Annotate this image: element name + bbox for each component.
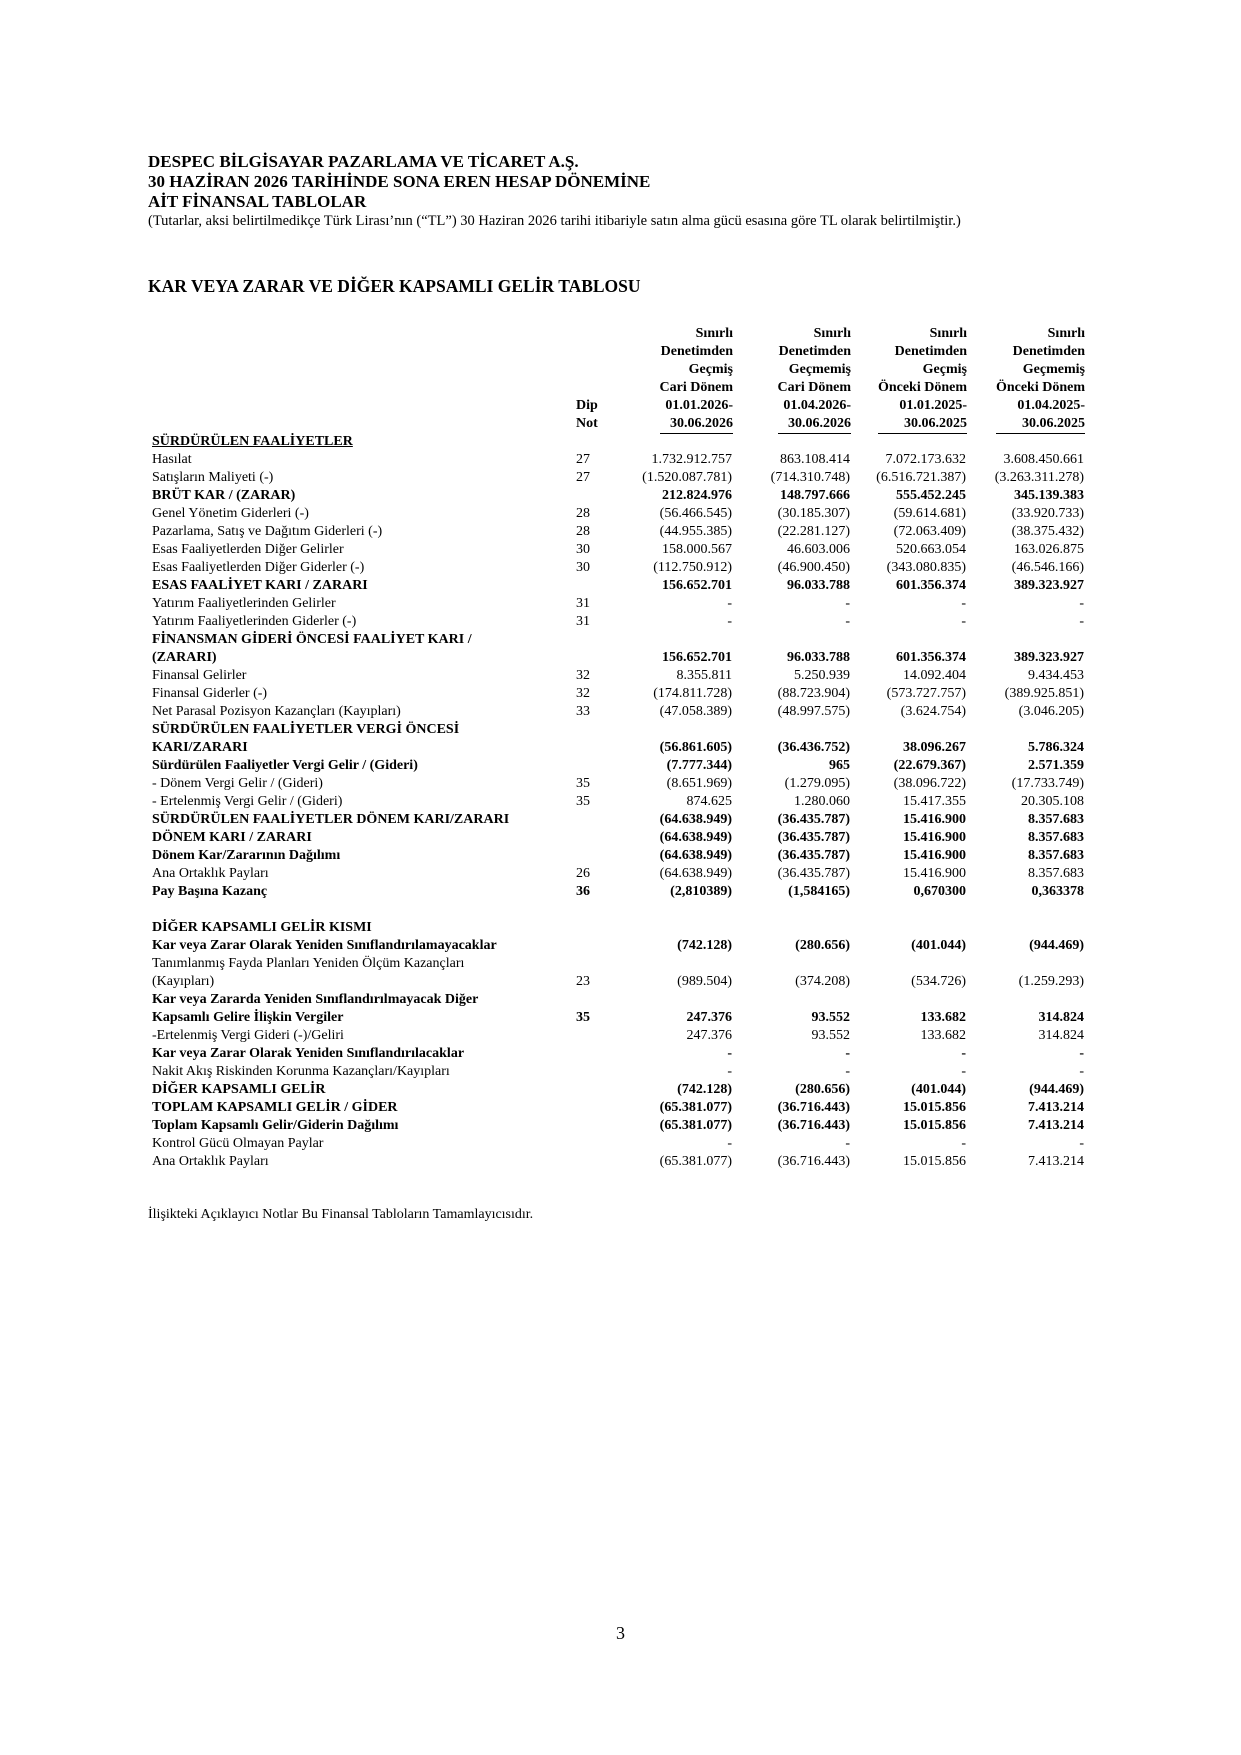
row-label: FİNANSMAN GİDERİ ÖNCESİ FAALİYET KARI / (152, 632, 472, 647)
row-value-col1: 1.732.912.757 (651, 452, 732, 467)
row-label: SÜRDÜRÜLEN FAALİYETLER DÖNEM KARI/ZARARI (152, 812, 510, 827)
row-label: Kar veya Zarar Olarak Yeniden Sınıflandırılamayacaklar (152, 938, 497, 953)
row-label: ESAS FAALİYET KARI / ZARARI (152, 578, 368, 593)
row-label: SÜRDÜRÜLEN FAALİYETLER VERGİ ÖNCESİ (152, 722, 460, 737)
row-note: 32 (576, 668, 590, 683)
row-value-col3: 133.682 (920, 1010, 966, 1025)
row-value-col4: (46.546.166) (1011, 560, 1084, 575)
col1-line: 01.01.2026- (665, 398, 733, 413)
row-value-col1: - (727, 1064, 732, 1079)
document-header (148, 152, 1128, 230)
row-value-col4: 389.323.927 (1014, 578, 1084, 593)
row-value-col4: 8.357.683 (1028, 866, 1084, 881)
row-label: (ZARARI) (152, 650, 217, 665)
row-value-col1: 156.652.701 (662, 650, 732, 665)
row-value-col3: 7.072.173.632 (885, 452, 966, 467)
row-label: Satışların Maliyeti (-) (152, 470, 274, 485)
col1-line: Denetimden (660, 344, 733, 359)
col4-line: Önceki Dönem (995, 380, 1085, 395)
col3-line: Geçmiş (922, 362, 967, 377)
row-value-col3: - (961, 596, 966, 611)
row-label: Genel Yönetim Giderleri (-) (152, 506, 309, 521)
row-value-col1: (44.955.385) (659, 524, 732, 539)
row-value-col4: (944.469) (1029, 938, 1084, 953)
row-value-col4: 314.824 (1038, 1028, 1084, 1043)
row-value-col3: (3.624.754) (900, 704, 966, 719)
row-value-col3: 0,670300 (913, 884, 966, 899)
row-value-col2: (46.900.450) (777, 560, 850, 575)
row-value-col4: - (1079, 614, 1084, 629)
row-label: Sürdürülen Faaliyetler Vergi Gelir / (Gideri) (152, 758, 418, 773)
row-value-col2: (374.208) (795, 974, 850, 989)
footnote: İlişikteki Açıklayıcı Notlar Bu Finansal Tabloların Tamamlayıcısıdır. (148, 1207, 534, 1222)
row-value-col1: (112.750.912) (653, 560, 732, 575)
row-value-col1: (65.381.077) (659, 1118, 732, 1133)
row-value-col2: (280.656) (795, 938, 850, 953)
row-value-col4: 9.434.453 (1028, 668, 1084, 683)
row-value-col3: - (961, 1046, 966, 1061)
row-value-col4: 2.571.359 (1028, 758, 1084, 773)
row-value-col2: 148.797.666 (780, 488, 850, 503)
col2-line: Cari Dönem (777, 380, 851, 395)
row-label: Tanımlanmış Fayda Planları Yeniden Ölçüm Kazançları (152, 956, 465, 971)
row-note: 35 (576, 1010, 590, 1025)
row-value-col2: (36.436.752) (777, 740, 850, 755)
row-value-col1: (7.777.344) (666, 758, 732, 773)
row-value-col2: - (845, 1136, 850, 1151)
row-value-col2: - (845, 1064, 850, 1079)
row-value-col4: 163.026.875 (1014, 542, 1084, 557)
row-value-col1: - (727, 596, 732, 611)
section-title: KAR VEYA ZARAR VE DİĞER KAPSAMLI GELİR TABLOSU (148, 276, 641, 296)
row-value-col4: 8.357.683 (1028, 848, 1084, 863)
row-note: 23 (576, 974, 590, 989)
col4-line: Sınırlı (1047, 326, 1085, 341)
row-value-col2: (714.310.748) (770, 470, 850, 485)
currency-note: (Tutarlar, aksi belirtilmedikçe Türk Lirası’nın (“TL”) 30 Haziran 2026 tarihi itibariyle satın alma gücü esasına göre TL olarak belirtilmiştir.) (148, 213, 961, 229)
row-value-col1: (174.811.728) (653, 686, 732, 701)
row-value-col1: (56.466.545) (659, 506, 732, 521)
row-label: DİĞER KAPSAMLI GELİR KISMI (152, 920, 372, 935)
page-number: 3 (616, 1623, 625, 1643)
row-label: Ana Ortaklık Payları (152, 1154, 269, 1169)
row-value-col2: 965 (829, 758, 850, 773)
row-label: Kapsamlı Gelire İlişkin Vergiler (152, 1010, 344, 1025)
col4-line: 01.04.2025- (1017, 398, 1085, 413)
row-value-col4: 345.139.383 (1014, 488, 1084, 503)
row-label: Yatırım Faaliyetlerinden Giderler (-) (152, 614, 357, 629)
row-value-col3: 14.092.404 (903, 668, 966, 683)
period-line: 30 HAZİRAN 2026 TARİHİNDE SONA EREN HESAP DÖNEMİNE (148, 172, 651, 191)
row-value-col4: 20.305.108 (1021, 794, 1084, 809)
col3-line: Denetimden (894, 344, 967, 359)
row-note: 35 (576, 794, 590, 809)
row-label: Pazarlama, Satış ve Dağıtım Giderleri (-) (152, 524, 383, 539)
row-value-col4: (3.263.311.278) (994, 470, 1084, 485)
col3-line: Önceki Dönem (877, 380, 967, 395)
row-value-col2: (36.435.787) (777, 812, 850, 827)
row-note: 31 (576, 614, 590, 629)
row-value-col2: - (845, 1046, 850, 1061)
row-label: Finansal Gelirler (152, 668, 247, 683)
column-header-3 (878, 325, 967, 434)
row-value-col4: 8.357.683 (1028, 812, 1084, 827)
row-value-col1: (65.381.077) (659, 1154, 732, 1169)
row-value-col2: 96.033.788 (787, 650, 850, 665)
row-label: Hasılat (152, 452, 192, 467)
row-note: 36 (576, 884, 590, 899)
row-value-col2: (36.435.787) (777, 848, 850, 863)
row-label: Net Parasal Pozisyon Kazançları (Kayıpları) (152, 704, 401, 719)
row-value-col2: (1,584165) (788, 884, 850, 899)
col3-line: 01.01.2025- (899, 398, 967, 413)
row-value-col3: (401.044) (911, 938, 966, 953)
row-note: 32 (576, 686, 590, 701)
row-value-col4: 3.608.450.661 (1003, 452, 1084, 467)
row-value-col3: (6.516.721.387) (876, 470, 966, 485)
row-value-col3: (573.727.757) (886, 686, 966, 701)
row-value-col4: (17.733.749) (1011, 776, 1084, 791)
row-value-col4: (38.375.432) (1011, 524, 1084, 539)
row-value-col3: 555.452.245 (896, 488, 966, 503)
row-label: Toplam Kapsamlı Gelir/Giderin Dağılımı (152, 1118, 399, 1133)
row-value-col3: (72.063.409) (893, 524, 966, 539)
col4-line: Geçmemiş (1022, 362, 1085, 377)
row-note: 26 (576, 866, 590, 881)
row-value-col3: (401.044) (911, 1082, 966, 1097)
row-label: - Ertelenmiş Vergi Gelir / (Gideri) (152, 794, 343, 809)
row-value-col4: (3.046.205) (1018, 704, 1084, 719)
row-value-col4: - (1079, 596, 1084, 611)
col1-line: Cari Dönem (659, 380, 733, 395)
col4-line: 30.06.2025 (996, 415, 1085, 434)
row-value-col1: 874.625 (686, 794, 732, 809)
row-value-col2: 863.108.414 (780, 452, 850, 467)
row-value-col2: (36.435.787) (777, 866, 850, 881)
row-value-col1: (64.638.949) (659, 812, 732, 827)
row-value-col1: 156.652.701 (662, 578, 732, 593)
row-value-col4: 389.323.927 (1014, 650, 1084, 665)
row-value-col3: - (961, 614, 966, 629)
col3-line: 30.06.2025 (878, 415, 967, 434)
row-value-col2: 1.280.060 (794, 794, 850, 809)
row-value-col4: (33.920.733) (1011, 506, 1084, 521)
row-value-col4: 8.357.683 (1028, 830, 1084, 845)
row-value-col4: 7.413.214 (1028, 1118, 1084, 1133)
dip-not-header (576, 397, 616, 433)
row-value-col1: 247.376 (686, 1028, 732, 1043)
row-note: 33 (576, 704, 590, 719)
col1-line: Sınırlı (695, 326, 733, 341)
col2-line: Sınırlı (813, 326, 851, 341)
row-value-col4: 314.824 (1038, 1010, 1084, 1025)
row-value-col3: 38.096.267 (903, 740, 966, 755)
row-label: (Kayıpları) (152, 974, 215, 989)
row-label: Esas Faaliyetlerden Diğer Gelirler (152, 542, 344, 557)
row-value-col3: 15.015.856 (903, 1118, 966, 1133)
row-value-col3: 15.416.900 (903, 812, 966, 827)
row-label: KARI/ZARARI (152, 740, 248, 755)
row-label: SÜRDÜRÜLEN FAALİYETLER (152, 434, 353, 449)
row-value-col2: (36.435.787) (777, 830, 850, 845)
row-value-col3: - (961, 1136, 966, 1151)
row-value-col2: - (845, 596, 850, 611)
row-value-col3: 520.663.054 (896, 542, 966, 557)
row-label: Kar veya Zarar Olarak Yeniden Sınıflandırılacaklar (152, 1046, 465, 1061)
row-value-col4: 7.413.214 (1028, 1100, 1084, 1115)
row-label: Kontrol Gücü Olmayan Paylar (152, 1136, 324, 1151)
row-value-col1: - (727, 1046, 732, 1061)
row-value-col2: 93.552 (811, 1010, 850, 1025)
not-label: Not (576, 416, 598, 431)
row-value-col2: (48.997.575) (777, 704, 850, 719)
row-value-col3: (534.726) (911, 974, 966, 989)
row-label: Ana Ortaklık Payları (152, 866, 269, 881)
row-value-col4: (944.469) (1029, 1082, 1084, 1097)
row-label: Nakit Akış Riskinden Korunma Kazançları/Kayıpları (152, 1064, 450, 1079)
row-value-col3: (22.679.367) (893, 758, 966, 773)
col2-line: 30.06.2026 (778, 415, 852, 434)
row-value-col2: (88.723.904) (777, 686, 850, 701)
col2-line: 01.04.2026- (783, 398, 851, 413)
row-note: 27 (576, 452, 590, 467)
row-label: Pay Başına Kazanç (152, 884, 268, 899)
row-value-col4: - (1079, 1046, 1084, 1061)
row-value-col2: (36.716.443) (777, 1100, 850, 1115)
col2-line: Denetimden (778, 344, 851, 359)
row-note: 30 (576, 542, 590, 557)
row-value-col1: 212.824.976 (662, 488, 732, 503)
column-header-4 (996, 325, 1085, 434)
column-header-1 (660, 325, 734, 434)
col1-line: 30.06.2026 (660, 415, 734, 434)
col1-line: Geçmiş (688, 362, 733, 377)
row-value-col1: (64.638.949) (659, 866, 732, 881)
row-note: 30 (576, 560, 590, 575)
row-value-col3: 15.417.355 (903, 794, 966, 809)
row-value-col3: - (961, 1064, 966, 1079)
row-label: Dönem Kar/Zararının Dağılımı (152, 848, 341, 863)
row-value-col4: - (1079, 1136, 1084, 1151)
row-value-col2: (280.656) (795, 1082, 850, 1097)
row-value-col1: (56.861.605) (659, 740, 732, 755)
row-value-col2: 46.603.006 (787, 542, 850, 557)
statements-line: AİT FİNANSAL TABLOLAR (148, 192, 367, 211)
row-value-col1: 247.376 (686, 1010, 732, 1025)
row-value-col3: 133.682 (920, 1028, 966, 1043)
col2-line: Geçmemiş (788, 362, 851, 377)
row-value-col1: (8.651.969) (666, 776, 732, 791)
row-value-col1: (989.504) (677, 974, 732, 989)
row-value-col3: 15.416.900 (903, 830, 966, 845)
row-label: Esas Faaliyetlerden Diğer Giderler (-) (152, 560, 365, 575)
row-value-col1: 158.000.567 (662, 542, 732, 557)
row-value-col4: - (1079, 1064, 1084, 1079)
row-label: DÖNEM KARI / ZARARI (152, 830, 312, 845)
col3-line: Sınırlı (929, 326, 967, 341)
column-header-2 (778, 325, 852, 434)
row-label: Finansal Giderler (-) (152, 686, 268, 701)
row-value-col2: - (845, 614, 850, 629)
row-value-col3: 601.356.374 (896, 578, 966, 593)
row-value-col1: - (727, 614, 732, 629)
row-value-col4: 5.786.324 (1028, 740, 1084, 755)
row-value-col3: 15.416.900 (903, 848, 966, 863)
row-value-col3: 601.356.374 (896, 650, 966, 665)
row-label: Yatırım Faaliyetlerinden Gelirler (152, 596, 336, 611)
row-value-col3: 15.416.900 (903, 866, 966, 881)
row-value-col4: (1.259.293) (1018, 974, 1084, 989)
row-value-col1: (64.638.949) (659, 848, 732, 863)
row-value-col1: (64.638.949) (659, 830, 732, 845)
row-value-col1: - (727, 1136, 732, 1151)
dip-label: Dip (576, 398, 598, 413)
row-value-col1: (742.128) (677, 1082, 732, 1097)
row-note: 35 (576, 776, 590, 791)
row-value-col2: 5.250.939 (794, 668, 850, 683)
row-note: 27 (576, 470, 590, 485)
row-note: 28 (576, 506, 590, 521)
row-value-col4: 7.413.214 (1028, 1154, 1084, 1169)
row-value-col3: (38.096.722) (893, 776, 966, 791)
row-value-col1: (47.058.389) (659, 704, 732, 719)
row-value-col2: (36.716.443) (777, 1118, 850, 1133)
row-value-col1: (742.128) (677, 938, 732, 953)
col4-line: Denetimden (1012, 344, 1085, 359)
row-value-col3: 15.015.856 (903, 1100, 966, 1115)
row-label: - Dönem Vergi Gelir / (Gideri) (152, 776, 323, 791)
row-label: BRÜT KAR / (ZARAR) (152, 488, 296, 503)
row-value-col1: (65.381.077) (659, 1100, 732, 1115)
row-note: 28 (576, 524, 590, 539)
row-value-col2: 96.033.788 (787, 578, 850, 593)
row-value-col2: (1.279.095) (784, 776, 850, 791)
row-value-col4: (389.925.851) (1004, 686, 1084, 701)
row-value-col1: (2,810389) (670, 884, 732, 899)
row-value-col1: (1.520.087.781) (642, 470, 732, 485)
row-value-col2: (36.716.443) (777, 1154, 850, 1169)
row-label: DİĞER KAPSAMLI GELİR (152, 1082, 326, 1097)
row-label: TOPLAM KAPSAMLI GELİR / GİDER (152, 1100, 398, 1115)
row-value-col4: 0,363378 (1031, 884, 1084, 899)
row-label: -Ertelenmiş Vergi Gideri (-)/Geliri (152, 1028, 344, 1043)
row-value-col3: 15.015.856 (903, 1154, 966, 1169)
row-value-col2: (22.281.127) (777, 524, 850, 539)
row-note: 31 (576, 596, 590, 611)
row-value-col1: 8.355.811 (676, 668, 732, 683)
row-value-col2: (30.185.307) (777, 506, 850, 521)
row-value-col3: (343.080.835) (886, 560, 966, 575)
company-name: DESPEC BİLGİSAYAR PAZARLAMA VE TİCARET A.Ş. (148, 152, 579, 171)
row-value-col3: (59.614.681) (893, 506, 966, 521)
row-value-col2: 93.552 (811, 1028, 850, 1043)
row-label: Kar veya Zararda Yeniden Sınıflandırılmayacak Diğer (152, 992, 479, 1007)
